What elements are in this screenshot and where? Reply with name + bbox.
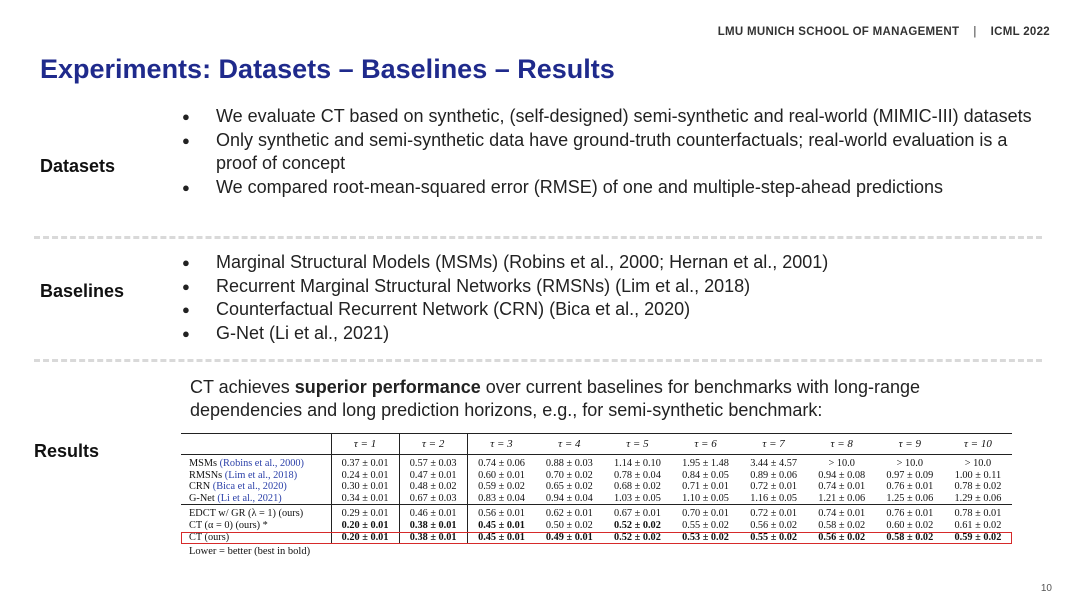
table-cell: 1.21 ± 0.06 — [818, 492, 866, 504]
table-cell: 0.89 ± 0.06 — [750, 469, 798, 481]
table-cell: 0.58 ± 0.02 — [818, 519, 866, 531]
table-cell: 0.24 ± 0.01 — [331, 470, 399, 482]
model-name: MSMs — [189, 458, 218, 469]
table-cell: 0.55 ± 0.02 — [682, 519, 729, 531]
table-cell: 0.53 ± 0.02 — [671, 532, 739, 544]
column-header: τ = 4 — [535, 434, 603, 455]
table-cell: 1.95 ± 1.48 — [682, 458, 729, 469]
table-cell: 1.14 ± 0.10 — [614, 458, 661, 469]
column-header: τ = 5 — [603, 434, 671, 455]
results-table-wrap — [181, 433, 1012, 557]
column-header: τ = 2 — [399, 434, 467, 455]
results-table — [181, 433, 1012, 544]
table-cell: 1.16 ± 0.05 — [750, 492, 798, 504]
datasets-label: Datasets — [40, 156, 116, 176]
table-body — [181, 455, 1012, 544]
model-name: CT (α = 0) (ours) * — [189, 519, 268, 531]
divider — [34, 236, 1042, 239]
table-row — [181, 505, 1012, 520]
table-cell: 1.29 ± 0.06 — [954, 492, 1002, 504]
table-cell: 0.78 ± 0.04 — [614, 469, 661, 481]
table-cell: 0.94 ± 0.08 — [818, 469, 866, 481]
table-cell: 0.67 ± 0.03 — [399, 493, 467, 505]
table-cell: 0.65 ± 0.02 — [545, 481, 593, 493]
model-citation: (Bica et al., 2020) — [212, 481, 287, 493]
table-cell: 0.38 ± 0.01 — [399, 520, 467, 532]
column-header: τ = 1 — [331, 434, 399, 455]
table-cell: 0.30 ± 0.01 — [331, 481, 399, 493]
results-summary — [190, 376, 1030, 422]
list-item: ● Recurrent Marginal Structural Networks (RMSNs) (Lim et al., 2018) — [182, 275, 1052, 299]
table-cell: 0.83 ± 0.04 — [478, 492, 525, 504]
divider — [34, 359, 1042, 362]
table-cell: 0.84 ± 0.05 — [682, 469, 729, 481]
table-row — [181, 493, 1012, 505]
table-footnote: Lower = better (best in bold) — [189, 546, 311, 558]
table-cell: 0.72 ± 0.01 — [750, 481, 798, 493]
table-cell: 0.56 ± 0.02 — [750, 519, 798, 531]
model-cell — [181, 532, 331, 544]
table-row — [181, 532, 1012, 544]
table-cell: 0.37 ± 0.01 — [331, 455, 399, 470]
header-separator: | — [973, 26, 977, 38]
table-cell: 0.38 ± 0.01 — [399, 532, 467, 544]
table-cell: 0.55 ± 0.02 — [740, 532, 808, 544]
table-cell: 0.60 ± 0.02 — [886, 519, 934, 531]
model-citation: (Robins et al., 2000) — [219, 458, 304, 469]
column-header: τ = 3 — [467, 434, 535, 455]
table-cell: 0.71 ± 0.01 — [682, 481, 729, 493]
model-name: CRN — [189, 481, 211, 493]
column-header: τ = 8 — [808, 434, 876, 455]
model-name: G-Net — [189, 492, 215, 504]
table-cell: 0.72 ± 0.01 — [740, 505, 808, 520]
table-cell: 1.00 ± 0.11 — [954, 469, 1002, 481]
table-cell: 0.52 ± 0.02 — [614, 519, 661, 531]
table-cell: 0.74 ± 0.01 — [818, 481, 866, 493]
table-cell: 1.25 ± 0.06 — [886, 492, 934, 504]
page-number: 10 — [1040, 583, 1052, 594]
column-header: τ = 7 — [740, 434, 808, 455]
table-cell: 0.58 ± 0.02 — [876, 532, 944, 544]
table-cell: > 10.0 — [828, 458, 855, 469]
list-item: ● Only synthetic and semi-synthetic data have ground-truth counterfactuals; real-world evaluation is a proof of concept — [182, 129, 1052, 176]
table-cell: 0.60 ± 0.01 — [478, 469, 525, 481]
column-header: τ = 10 — [944, 434, 1012, 455]
table-cell: 0.70 ± 0.02 — [545, 469, 593, 481]
model-cell — [181, 455, 331, 470]
table-cell: 0.34 ± 0.01 — [331, 493, 399, 505]
model-cell — [181, 520, 331, 532]
table-cell: 0.56 ± 0.02 — [808, 532, 876, 544]
table-cell: 1.10 ± 0.05 — [682, 492, 729, 504]
table-cell: 0.61 ± 0.02 — [954, 519, 1002, 531]
table-cell: 0.88 ± 0.03 — [545, 458, 593, 469]
model-cell — [181, 493, 331, 505]
table-cell: 0.78 ± 0.01 — [944, 505, 1012, 520]
model-cell — [181, 481, 331, 493]
model-cell — [181, 505, 331, 520]
table-cell: 0.29 ± 0.01 — [331, 505, 399, 520]
table-cell: 0.48 ± 0.02 — [399, 481, 467, 493]
table-cell: 0.78 ± 0.02 — [954, 481, 1002, 493]
column-header: τ = 9 — [876, 434, 944, 455]
results-text-post: over current baselines for benchmarks with long-range dependencies and long prediction horizons, e.g., for semi-synthetic benchmark: — [190, 377, 920, 420]
table-cell: 0.97 ± 0.09 — [886, 469, 934, 481]
table-cell: 0.59 ± 0.02 — [944, 532, 1012, 544]
table-cell: 0.59 ± 0.02 — [478, 481, 525, 493]
column-header: τ = 6 — [671, 434, 739, 455]
table-cell: > 10.0 — [964, 458, 992, 469]
results-text-bold: superior performance — [294, 377, 481, 397]
table-cell: 0.74 ± 0.01 — [808, 505, 876, 520]
table-cell: 0.67 ± 0.01 — [603, 505, 671, 520]
model-citation: (Lim et al., 2018) — [224, 469, 298, 481]
table-cell: 3.44 ± 4.57 — [750, 458, 798, 469]
table-cell: 0.62 ± 0.01 — [535, 505, 603, 520]
table-cell: 0.57 ± 0.03 — [399, 455, 467, 470]
table-cell: 0.20 ± 0.01 — [331, 520, 399, 532]
table-header-row — [181, 434, 1012, 455]
model-name: RMSNs — [189, 469, 223, 481]
table-cell: 0.74 ± 0.06 — [478, 458, 525, 469]
table-cell: 0.49 ± 0.01 — [535, 532, 603, 544]
list-item: ● We evaluate CT based on synthetic, (self-designed) semi-synthetic and real-world (MIMIC-III) datasets — [182, 105, 1052, 129]
model-name: CT (ours) — [189, 531, 230, 543]
table-cell: 0.45 ± 0.01 — [467, 532, 535, 544]
header-conf: ICML 2022 — [990, 26, 1050, 38]
table-row — [181, 455, 1012, 470]
model-cell — [181, 470, 331, 482]
table-row — [181, 481, 1012, 493]
table-cell: 0.68 ± 0.02 — [614, 481, 661, 493]
baselines-bullets — [182, 251, 1052, 345]
table-cell: 0.76 ± 0.01 — [876, 505, 944, 520]
list-item: ● Counterfactual Recurrent Network (CRN) (Bica et al., 2020) — [182, 298, 1052, 322]
baselines-label: Baselines — [40, 281, 125, 301]
table-cell: 1.03 ± 0.05 — [614, 492, 661, 504]
table-cell: 0.47 ± 0.01 — [399, 470, 467, 482]
datasets-bullets — [182, 105, 1052, 199]
list-item: ● G-Net (Li et al., 2021) — [182, 322, 1052, 346]
header-org: LMU MUNICH SCHOOL OF MANAGEMENT — [717, 26, 960, 38]
table-cell: 0.76 ± 0.01 — [886, 481, 934, 493]
results-label: Results — [34, 441, 100, 461]
table-cell: 0.46 ± 0.01 — [399, 505, 467, 520]
table-cell: > 10.0 — [896, 458, 923, 469]
slide-title: Experiments: Datasets – Baselines – Results — [40, 54, 615, 84]
table-cell: 0.50 ± 0.02 — [545, 519, 593, 531]
table-row — [181, 520, 1012, 532]
column-header-model — [181, 434, 331, 455]
table-row — [181, 470, 1012, 482]
table-cell: 0.20 ± 0.01 — [331, 532, 399, 544]
table-cell: 0.94 ± 0.04 — [545, 492, 593, 504]
model-name: EDCT w/ GR (λ = 1) (ours) — [189, 508, 304, 520]
list-item: ● Marginal Structural Models (MSMs) (Robins et al., 2000; Hernan et al., 2001) — [182, 251, 1052, 275]
table-cell: 0.45 ± 0.01 — [478, 519, 525, 531]
slide-header — [718, 26, 1050, 38]
table-cell: 0.70 ± 0.01 — [671, 505, 739, 520]
model-citation: (Li et al., 2021) — [217, 492, 282, 504]
results-text-pre: CT achieves — [190, 377, 295, 397]
table-cell: 0.56 ± 0.01 — [467, 505, 535, 520]
table-cell: 0.52 ± 0.02 — [603, 532, 671, 544]
list-item: ● We compared root-mean-squared error (RMSE) of one and multiple-step-ahead predictions — [182, 176, 1052, 200]
